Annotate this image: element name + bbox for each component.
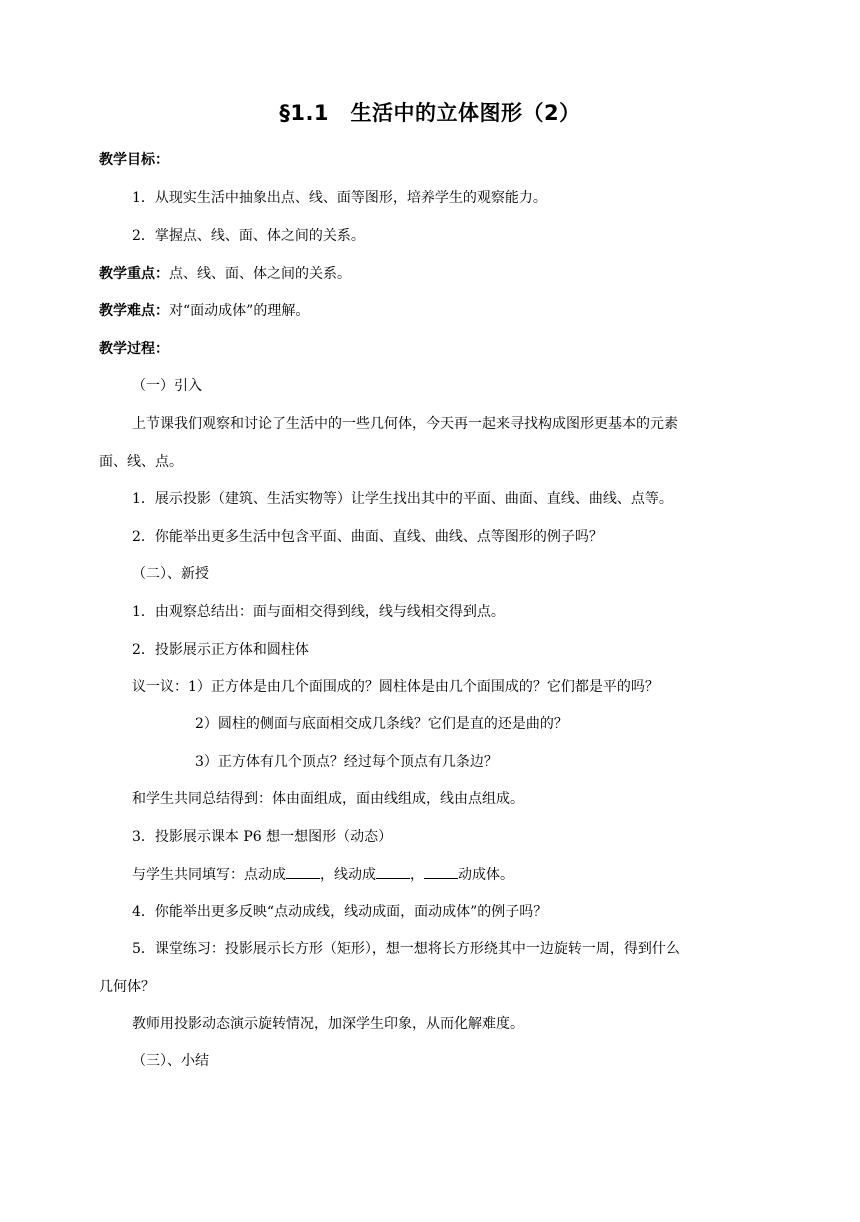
intro-paragraph-line-1: 上节课我们观察和讨论了生活中的一些几何体，今天再一起来寻找构成图形更基本的元素: [132, 416, 678, 432]
intro-paragraph-line-2: 面、线、点。: [99, 454, 183, 470]
new-item-1: 1．由观察总结出：面与面相交得到线，线与线相交得到点。: [132, 604, 505, 620]
fill-mid-2: ，: [410, 867, 424, 883]
summary-heading: （三）、小结: [132, 1053, 209, 1069]
new-item-5-line-1: 5．课堂练习：投影展示长方形（矩形），想一想将长方形绕其中一边旋转一周，得到什么: [132, 941, 680, 957]
fill-suffix: 动成体。: [458, 867, 514, 883]
intro-item-2: 2．你能举出更多生活中包含平面、曲面、直线、曲线、点等图形的例子吗？: [132, 529, 603, 545]
discuss-question-3: 3）正方体有几个顶点？经过每个顶点有几条边？: [195, 754, 498, 770]
new-item-3: 3．投影展示课本 P6 想一想图形（动态）: [132, 829, 393, 845]
discuss-question-1: 议一议：1）正方体是由几个面围成的？圆柱体是由几个面围成的？它们都是平的吗？: [132, 679, 659, 695]
teacher-demo: 教师用投影动态演示旋转情况，加深学生印象，从而化解难度。: [132, 1016, 524, 1032]
process-heading: 教学过程：: [99, 341, 169, 357]
intro-item-1: 1．展示投影（建筑、生活实物等）让学生找出其中的平面、曲面、直线、曲线、点等。: [132, 491, 673, 507]
difficulty-label: 教学难点：: [99, 303, 169, 319]
fill-blank-2: [376, 864, 410, 879]
objective-item-1: 1．从现实生活中抽象出点、线、面等图形，培养学生的观察能力。: [132, 190, 547, 206]
difficulty-text: 对“面动成体”的理解。: [169, 303, 310, 319]
fill-prefix: 与学生共同填写：点动成: [132, 867, 286, 883]
new-item-2: 2．投影展示正方体和圆柱体: [132, 642, 309, 658]
key-point-label: 教学重点：: [99, 266, 169, 282]
new-heading: （二）、新授: [132, 566, 209, 582]
fill-blank-1: [286, 864, 320, 879]
objectives-heading: 教学目标：: [99, 152, 169, 168]
objective-item-2: 2．掌握点、线、面、体之间的关系。: [132, 228, 365, 244]
intro-heading: （一）引入: [132, 378, 202, 394]
key-point: [99, 264, 351, 284]
difficulty: [99, 301, 309, 321]
new-summary: 和学生共同总结得到：体由面组成，面由线组成，线由点组成。: [132, 791, 524, 807]
new-item-4: 4．你能举出更多反映“点动成线，线动成面，面动成体”的例子吗？: [132, 904, 548, 920]
new-item-5-line-2: 几何体？: [99, 979, 155, 995]
key-point-text: 点、线、面、体之间的关系。: [169, 266, 351, 282]
fill-in-sentence: [132, 864, 514, 885]
fill-mid-1: ，线动成: [320, 867, 376, 883]
discuss-question-2: 2）圆柱的侧面与底面相交成几条线？它们是直的还是曲的？: [195, 716, 568, 732]
fill-blank-3: [424, 864, 458, 879]
page-title: §1.1 生活中的立体图形（2）: [279, 101, 581, 125]
